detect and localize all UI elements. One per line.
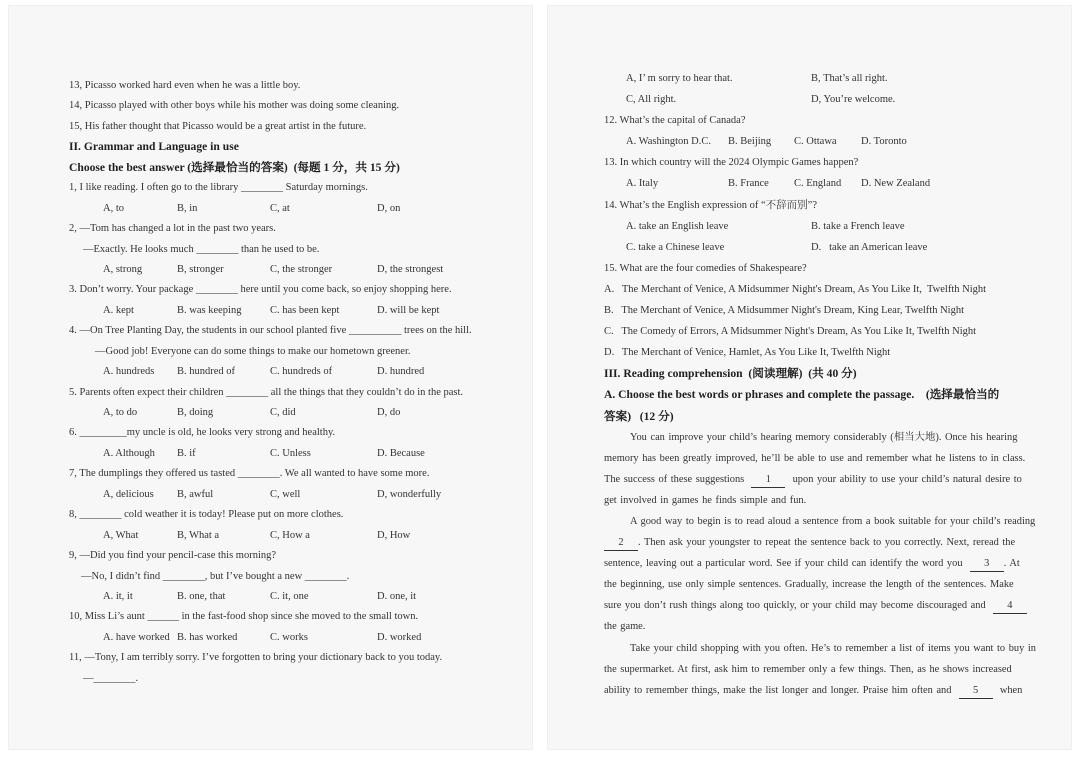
option-item: A. have worked [103,631,170,643]
option-item: D. take an American leave [811,241,928,253]
option-item: A. take an English leave [626,220,729,232]
question-line: 13, Picasso worked hard even when he was a little boy. [69,80,301,91]
options-row [604,89,1046,110]
passage-text: when [992,684,1023,696]
passage-line [604,532,1046,553]
passage-text: . Then ask your youngster to repeat the sentence back to you correctly. Next, reread the [638,537,1016,549]
option-item: C, well [270,488,301,500]
question-line: 12. What’s the capital of Canada? [604,115,746,127]
question-line: 5. Parents often expect their children ________ all the things that they couldn’t do in the past. [69,386,464,398]
option-item: A, to do [103,407,138,418]
option-item: B. take a French leave [811,220,905,232]
passage-text: ability to remember things, make the list longer and longer. Praise him often and [604,684,959,696]
options-row [69,485,504,505]
exam-page-left [8,5,533,750]
option-item: D, on [377,202,401,214]
option-item: A, strong [103,263,143,275]
options-row [69,199,504,219]
option-item: C. has been kept [270,304,340,316]
option-item: A. it, it [103,590,133,602]
option-item: B, stronger [177,263,224,275]
question-line: —Good job! Everyone can do some things to make our hometown greener. [95,345,411,357]
options-row [604,216,1046,237]
passage-text: sentence, leaving out a particular word. See if your child can identify the word you [604,558,970,570]
option-item: C, did [270,407,296,418]
passage-line: memory has been greatly improved, he’ll be able to use and remember what he listens to in class. [604,452,1026,464]
option-item: D, How [377,529,411,541]
option-item: C. Unless [270,447,311,459]
option-item: B. if [177,447,196,459]
option-item: B. one, that [177,590,226,602]
passage-text: . At [1003,558,1020,570]
options-row [604,237,1046,258]
question-line: —Exactly. He looks much ________ than he used to be. [83,243,320,255]
passage-line [604,553,1046,574]
question-line: 11, —Tony, I am terribly sorry. I’ve forgotten to bring your dictionary back to you today. [69,652,443,664]
option-item: B, What a [177,529,220,541]
question-line: 13. In which country will the 2024 Olympic Games happen? [604,157,859,169]
passage-text: upon your ability to use your child’s natural desire to [785,473,1022,485]
option-item: B, That’s all right. [811,73,888,84]
option-item: A, delicious [103,488,154,500]
passage-line [604,680,1046,701]
options-row [69,301,504,321]
passage-line: the game. [604,621,646,633]
question-line: 4. —On Tree Planting Day, the students in our school planted five __________ trees on the hill. [69,325,472,337]
option-item: A. Italy [626,178,659,190]
question-line: 8, ________ cold weather it is today! Please put on more clothes. [69,509,344,521]
option-item: D, You’re welcome. [811,94,896,106]
passage-line: the supermarket. At first, ask him to remember only a few things. Then, as he shows increased [604,663,1012,675]
question-line: 7, The dumplings they offered us tasted ________. We all wanted to have some more. [69,468,430,480]
option-item: B, doing [177,407,214,418]
question-line: 14, Picasso played with other boys while his mother was doing some cleaning. [69,100,400,112]
passage-text: sure you don’t rush things along too quickly, or your child may become discouraged and [604,600,993,612]
passage-line: Take your child shopping with you often. He’s to remember a list of items you want to buy in [630,642,1036,654]
option-item: D. will be kept [377,304,440,316]
option-item: D. Because [377,447,425,459]
question-line: —________. [83,672,139,684]
option-item: A. kept [103,304,134,316]
option-item: D, do [377,407,401,418]
option-item: A. Although [103,447,155,459]
question-line: C. The Comedy of Errors, A Midsummer Night's Dream, As You Like It, Twelfth Night [604,326,977,338]
option-item: C. England [794,178,842,190]
option-item: B, in [177,202,198,214]
option-item: A, What [103,529,139,541]
passage-line: A good way to begin is to read aloud a sentence from a book suitable for your child’s reading [630,515,1036,527]
question-line: 3. Don’t worry. Your package ________ here until you come back, so enjoy shopping here. [69,284,452,296]
option-item: B. has worked [177,631,238,643]
option-item: B, awful [177,488,214,500]
option-item: D. New Zealand [861,178,931,190]
passage-line: You can improve your child’s hearing memory considerably (相当大地). Once his hearing [630,431,1018,443]
option-item: D. one, it [377,590,417,602]
numbered-blank: 2 [604,537,638,551]
option-item: C. Ottawa [794,136,837,148]
options-row [69,444,504,464]
option-item: A, I’ m sorry to hear that. [626,73,733,84]
question-line: 9, —Did you find your pencil-case this morning? [69,550,277,562]
numbered-blank: 3 [970,558,1004,572]
option-item: C, the stronger [270,263,333,275]
option-item: B. France [728,178,769,190]
exam-page-right [547,5,1072,750]
option-item: C, at [270,202,290,214]
question-line: A. The Merchant of Venice, A Midsummer Night's Dream, As You Like It, Twelfth Night [604,283,987,295]
question-line: 15, His father thought that Picasso would be a great artist in the future. [69,120,367,132]
option-item: C. it, one [270,590,309,602]
section-heading: 答案) (12 分) [604,409,674,423]
options-row [69,628,504,648]
question-line: 14. What’s the English expression of “不辞而别”? [604,199,817,211]
options-row [604,131,1046,152]
passage-line: the beginning, use only simple sentences. Gradually, increase the length of the sentences. Make [604,579,1014,591]
option-item: B. hundred of [177,366,236,378]
passage-line [604,469,1046,490]
options-row [604,68,1046,89]
option-item: A. Washington D.C. [626,136,712,148]
option-item: A. hundreds [103,366,155,378]
question-line: D. The Merchant of Venice, Hamlet, As You Like It, Twelfth Night [604,347,891,359]
question-line: 2, —Tom has changed a lot in the past two years. [69,223,276,235]
option-item: B. was keeping [177,304,242,316]
passage-text: The success of these suggestions [604,473,752,485]
options-row [69,526,504,546]
passage-line [604,595,1046,616]
option-item: C, How a [270,529,310,541]
numbered-blank: 5 [959,685,993,699]
question-line: 10, Miss Li’s aunt ______ in the fast-food shop since she moved to the small town. [69,611,419,623]
numbered-blank: 4 [993,600,1027,614]
section-heading: Choose the best answer (选择最恰当的答案) (每题 1 分，共 15 分) [69,160,400,174]
question-line: 6. _________my uncle is old, he looks very strong and healthy. [69,427,336,439]
option-item: C. works [270,631,308,643]
section-heading: A. Choose the best words or phrases and complete the passage. (选择最恰当的 [604,388,1000,402]
numbered-blank: 1 [751,474,785,488]
question-line: —No, I didn’t find ________, but I’ve bought a new ________. [81,570,350,582]
question-line: 1, I like reading. I often go to the library ________ Saturday mornings. [69,182,368,194]
section-heading: II. Grammar and Language in use [69,140,239,154]
options-row [69,403,504,423]
question-line: B. The Merchant of Venice, A Midsummer Night's Dream, King Lear, Twelfth Night [604,305,965,317]
option-item: C. take a Chinese leave [626,241,725,253]
option-item: C, All right. [626,94,677,106]
passage-line: get involved in games he finds simple and fun. [604,494,807,506]
option-item: B. Beijing [728,136,772,148]
section-heading: III. Reading comprehension (阅读理解) (共 40 分) [604,367,857,381]
option-item: D. Toronto [861,136,907,148]
option-item: D, wonderfully [377,488,442,500]
option-item: C. hundreds of [270,366,333,378]
option-item: A, to [103,202,124,214]
option-item: D. worked [377,631,422,643]
options-row [69,587,504,607]
option-item: D. hundred [377,366,425,378]
options-row [604,173,1046,194]
option-item: D, the strongest [377,263,444,275]
options-row [69,362,504,382]
options-row [69,260,504,280]
question-line: 15. What are the four comedies of Shakespeare? [604,262,807,274]
